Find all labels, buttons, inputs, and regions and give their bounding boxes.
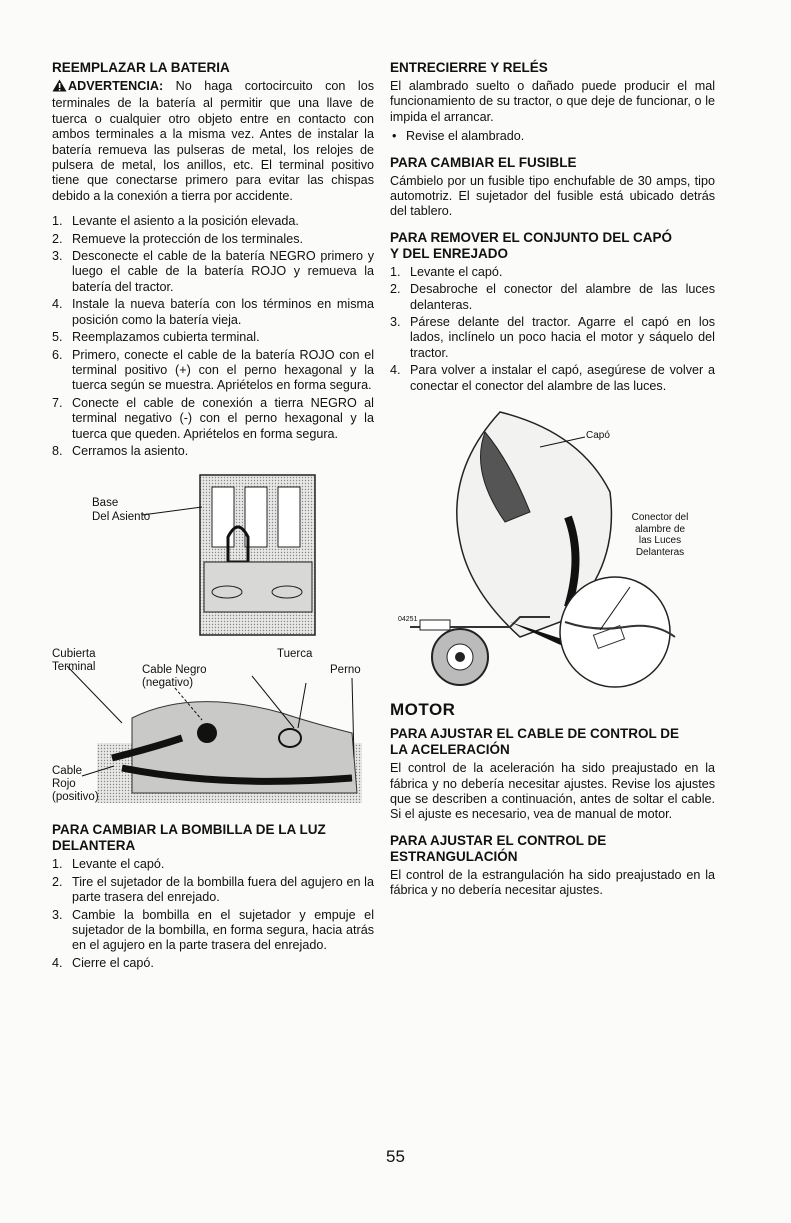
list-item: 2. Tire el sujetador de la bombilla fuera del agujero en la parte trasera del enrejado.: [52, 874, 374, 905]
fuse-text: Cámbielo por un fusible tipo enchufable de 30 amps, tipo automotriz. El sujetador del fusible está ubicado detrás del tablero.: [390, 173, 715, 219]
right-column: [390, 60, 715, 909]
label-base: Base: [92, 497, 119, 510]
warning-triangle-icon: [52, 79, 67, 96]
bulb-steps: [52, 857, 374, 971]
list-item: 2. Desabroche el conector del alambre de las luces delanteras.: [390, 282, 715, 312]
battery-title: REEMPLAZAR LA BATERIA: [52, 60, 230, 75]
label-capo: Capó: [586, 430, 610, 442]
motor-title: MOTOR: [390, 700, 456, 720]
label-perno: Perno: [330, 664, 361, 677]
wiring-text: El alambrado suelto o dañado puede producir el mal funcionamiento de su tractor, o que deje de funcionar, o le impida el arrancar.: [390, 79, 715, 124]
battery-terminal-illustration: [52, 648, 374, 808]
list-item: 1. Levante el asiento a la posición elevada.: [52, 214, 299, 229]
label-conector: Conector del alambre de las Luces Delanteras: [631, 512, 689, 558]
list-item: 3. Párese delante del tractor. Agarre el capó en los lados, inclínelo un poco hacia el motor y sáquelo del tractor.: [390, 315, 715, 360]
list-item: 7. Conecte el cable de conexión a tierra NEGRO al terminal negativo (-) con el perno hexagonal y la tuerca que queden. Apriételos en forma segura.: [52, 395, 374, 441]
battery-steps: [52, 214, 374, 459]
throttle-text: El control de la aceleración ha sido preajustado en la fábrica y no debería necesitar ajustes. Revise los ajustes que se describen a continuación, antes de soltar el cable. Si el ajuste es necesario, vea de manual de motor.: [390, 761, 715, 822]
list-item: 3. Cambie la bombilla en el sujetador y empuje el sujetador de la bombilla, en forma segura, hacia atrás en el agujero en la parte trasera del enrejado.: [52, 907, 374, 953]
seat-base-figure: [52, 467, 374, 642]
choke-text: El control de la estrangulación ha sido preajustado en la fábrica y no debería necesitar ajustes.: [390, 867, 715, 898]
label-negativo: (negativo): [142, 677, 194, 690]
hood-figure: [390, 402, 715, 692]
label-cubierta: Cubierta: [52, 648, 96, 661]
list-item: 5. Reemplazamos cubierta terminal.: [52, 330, 260, 345]
list-item: 1. Levante el capó.: [52, 857, 165, 872]
list-item: 4. Para volver a instalar el capó, asegúrese de volver a conectar el conector del alambre de las luces.: [390, 363, 715, 393]
page-number: 55: [386, 1147, 405, 1166]
list-item: 1. Levante el capó.: [390, 264, 503, 279]
seat-base-illustration: [52, 467, 374, 642]
hood-steps: [390, 265, 715, 394]
list-item: 3. Desconecte el cable de la batería NEGRO primero y luego el cable de la batería ROJO y remueva la batería del tractor.: [52, 249, 374, 294]
fuse-title: PARA CAMBIAR EL FUSIBLE: [390, 154, 577, 170]
wiring-bullets: [390, 129, 715, 144]
throttle-title: PARA AJUSTAR EL CABLE DE CONTROL DE LA ACELERACIÓN: [390, 726, 680, 758]
label-rojo: Rojo: [52, 778, 76, 791]
label-terminal: Terminal: [52, 661, 96, 674]
wiring-title: ENTRECIERRE Y RELÉS: [390, 60, 548, 75]
label-tuerca: Tuerca: [277, 648, 313, 661]
left-column: [52, 60, 374, 979]
warning-label: ADVERTENCIA:: [68, 79, 164, 93]
label-cable: Cable: [52, 765, 83, 778]
label-positivo: (positivo): [52, 791, 99, 804]
list-item: 8. Cerramos la asiento.: [52, 443, 189, 458]
label-part-number: 04251: [398, 616, 418, 624]
list-item: • Revise el alambrado.: [390, 129, 715, 144]
list-item: 4. Cierre el capó.: [52, 955, 154, 970]
list-item: 4. Instale la nueva batería con los términos en misma posición como la batería vieja.: [52, 297, 374, 327]
list-item: 2. Remueve la protección de los terminales.: [52, 231, 303, 246]
list-item: 6. Primero, conecte el cable de la batería ROJO con el terminal positivo (+) con el perno hexagonal y la tuerca según se muestra. Apriételos en forma segura.: [52, 347, 374, 393]
label-cable-negro: Cable Negro: [142, 664, 207, 677]
hood-title: PARA REMOVER EL CONJUNTO DEL CAPÓ Y DEL ENREJADO: [390, 229, 673, 261]
warning-text: No haga cortocircuito con los terminales de la batería al permitir que una llave de tuerca o cualquier otro objeto entre en contacto con ambos terminales a la misma vez. Antes de instalar la batería remueva las pulseras de metal, los relojes de pulsera de metal, los anillos, etc. El terminal positivo tiene que conectarse primero para evitar las chispas debido a la conexión a tierra por accidente.: [52, 79, 374, 203]
battery-terminal-figure: [52, 648, 374, 808]
choke-title: PARA AJUSTAR EL CONTROL DE ESTRANGULACIÓN: [390, 832, 607, 864]
battery-warning: [52, 79, 374, 204]
bulb-title: PARA CAMBIAR LA BOMBILLA DE LA LUZ DELANTERA: [52, 822, 326, 854]
label-del-asiento: Del Asiento: [92, 511, 151, 524]
